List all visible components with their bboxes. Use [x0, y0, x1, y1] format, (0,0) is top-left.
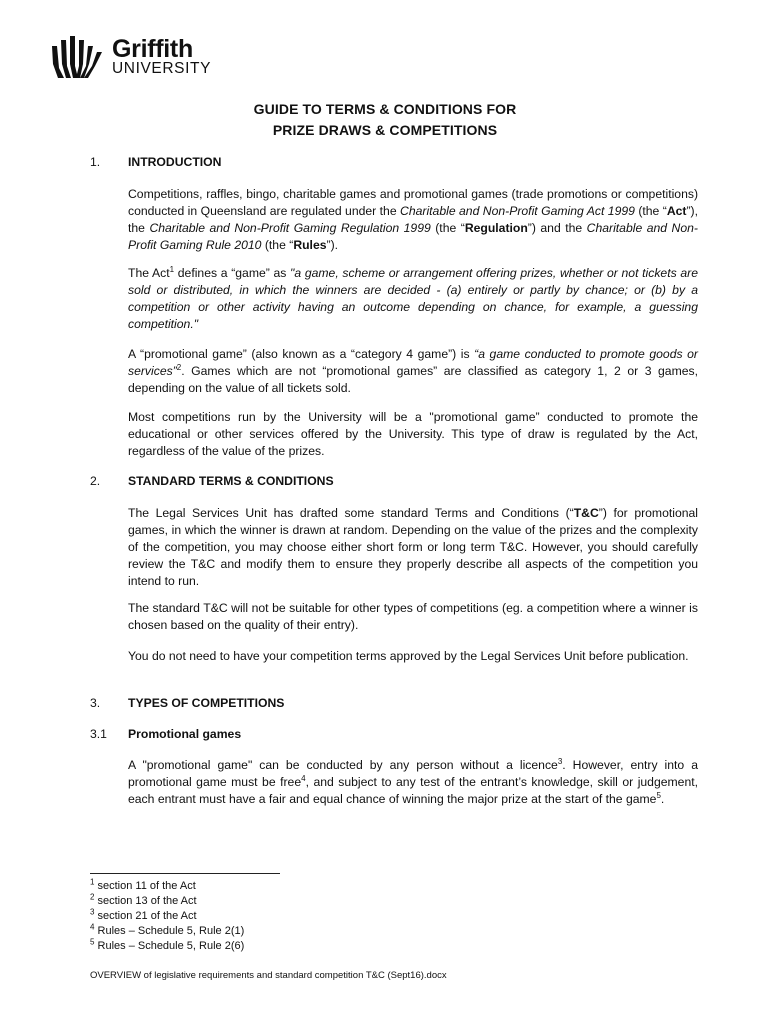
- section-number: 1.: [90, 155, 101, 169]
- footnote-text: section 11 of the Act: [94, 880, 196, 892]
- footnote-ref: 1: [169, 264, 175, 274]
- footnote: [90, 909, 244, 924]
- logo-subtitle: UNIVERSITY: [112, 60, 212, 77]
- intro-paragraph-2: [128, 265, 698, 333]
- subsection-number: 3.1: [90, 727, 107, 741]
- text-run: ”) and the: [527, 221, 587, 235]
- footnote-ref: 5: [656, 790, 661, 800]
- griffith-emblem-icon: [50, 34, 110, 80]
- defined-term: Regulation: [464, 221, 528, 235]
- text-run: The Legal Services Unit has drafted some standard Terms and Conditions (“: [128, 506, 574, 520]
- standard-paragraph-2: The standard T&C will not be suitable for other types of competitions (eg. a competition where a winner is chosen based on the quality of their entry).: [128, 601, 698, 632]
- promotional-games-paragraph: [128, 757, 698, 808]
- footnote-number: 5: [90, 937, 95, 947]
- text-run: .: [660, 792, 665, 806]
- text-run: ”).: [326, 238, 339, 252]
- text-run: . However, entry into a promotional game must be free: [128, 758, 698, 789]
- section-heading: TYPES OF COMPETITIONS: [128, 696, 285, 710]
- footnote-ref: 2: [176, 362, 182, 372]
- logo-wordmark: Griffith: [112, 35, 193, 63]
- text-run: defines a “game” as: [174, 266, 291, 280]
- rule-title: Charitable and Non-Profit Gaming Rule 2010: [128, 221, 698, 252]
- defined-term: Act: [666, 204, 687, 218]
- footnote: [90, 879, 244, 894]
- text-run: Competitions, raffles, bingo, charitable games and promotional games (trade promotions or competitions) conducted in Queensland are regulated under the: [128, 187, 698, 218]
- footnote-divider: [90, 873, 280, 874]
- footnote: [90, 924, 244, 939]
- document-title-line-1: GUIDE TO TERMS & CONDITIONS FOR: [253, 101, 517, 117]
- footnote-text: section 13 of the Act: [94, 895, 197, 907]
- intro-paragraph-3: [128, 346, 698, 397]
- intro-paragraph-1: [128, 186, 698, 254]
- section-heading: INTRODUCTION: [128, 155, 222, 169]
- text-run: ”), the: [128, 204, 698, 235]
- text-run: A "promotional game" can be conducted by any person without a licence: [128, 758, 558, 772]
- defined-term: T&C: [573, 506, 599, 520]
- footnote-number: 1: [90, 877, 95, 887]
- footnote: [90, 939, 244, 954]
- footnote-text: Rules – Schedule 5, Rule 2(1): [94, 925, 245, 937]
- text-run: (the “: [634, 204, 667, 218]
- footnote-ref: 3: [557, 756, 563, 766]
- defined-term: Rules: [293, 238, 327, 252]
- regulation-title: Charitable and Non-Profit Gaming Regulation 1999: [149, 221, 431, 235]
- footnote-number: 4: [90, 922, 95, 932]
- text-run: ”) for promotional games, in which the winner is drawn at random. Depending on the value of the prizes and the complexity of the competition, you may choose either short form or long term T&C. However, you should carefully review the T&C and modify them to ensure they properly describe all aspects of the competition you intend to run.: [128, 506, 698, 588]
- section-number: 3.: [90, 696, 101, 710]
- text-run: , and subject to any test of the entrant’s knowledge, skill or judgement, each entrant must have a fair and equal chance of winning the major prize at the start of the game: [128, 775, 698, 806]
- text-run: (the “: [430, 221, 465, 235]
- section-number: 2.: [90, 474, 101, 488]
- text-run: The Act: [128, 266, 170, 280]
- griffith-logo: [50, 34, 240, 82]
- document-footer: OVERVIEW of legislative requirements and standard competition T&C (Sept16).docx: [90, 970, 447, 981]
- footnote-text: Rules – Schedule 5, Rule 2(6): [94, 940, 245, 952]
- intro-paragraph-4: Most competitions run by the University will be a "promotional game” conducted to promote the educational or other services offered by the University. This type of draw is regulated by the Act, regardless of the value of the prizes.: [128, 410, 698, 458]
- act-title: Charitable and Non-Profit Gaming Act 1999: [400, 204, 635, 218]
- footnote-number: 2: [90, 892, 95, 902]
- standard-paragraph-3: You do not need to have your competition terms approved by the Legal Services Unit before publication.: [128, 649, 689, 663]
- text-run: (the “: [261, 238, 294, 252]
- footnotes: [90, 879, 244, 954]
- document-title-line-2: PRIZE DRAWS & COMPETITIONS: [272, 122, 498, 138]
- footnote-number: 3: [90, 907, 95, 917]
- game-definition-quote: "a game, scheme or arrangement offering prizes, whether or not tickets are sold or distributed, in which the winners are decided - (a) entirely or partly by chance; or (b) by a competition or other activity having an outcome depending on chance, for example, a guessing competition.": [128, 266, 698, 331]
- footnote-text: section 21 of the Act: [94, 910, 197, 922]
- promotional-game-quote: “a game conducted to promote goods or services”: [128, 347, 698, 378]
- text-run: . Games which are not “promotional games” are classified as category 1, 2 or 3 games, depending on the value of all tickets sold.: [128, 364, 698, 395]
- section-heading: STANDARD TERMS & CONDITIONS: [128, 474, 334, 488]
- footnote-ref: 4: [301, 773, 306, 783]
- footnote: [90, 894, 244, 909]
- text-run: A “promotional game” (also known as a “category 4 game”) is: [128, 347, 475, 361]
- subsection-heading: Promotional games: [128, 727, 242, 741]
- standard-paragraph-1: [128, 505, 698, 590]
